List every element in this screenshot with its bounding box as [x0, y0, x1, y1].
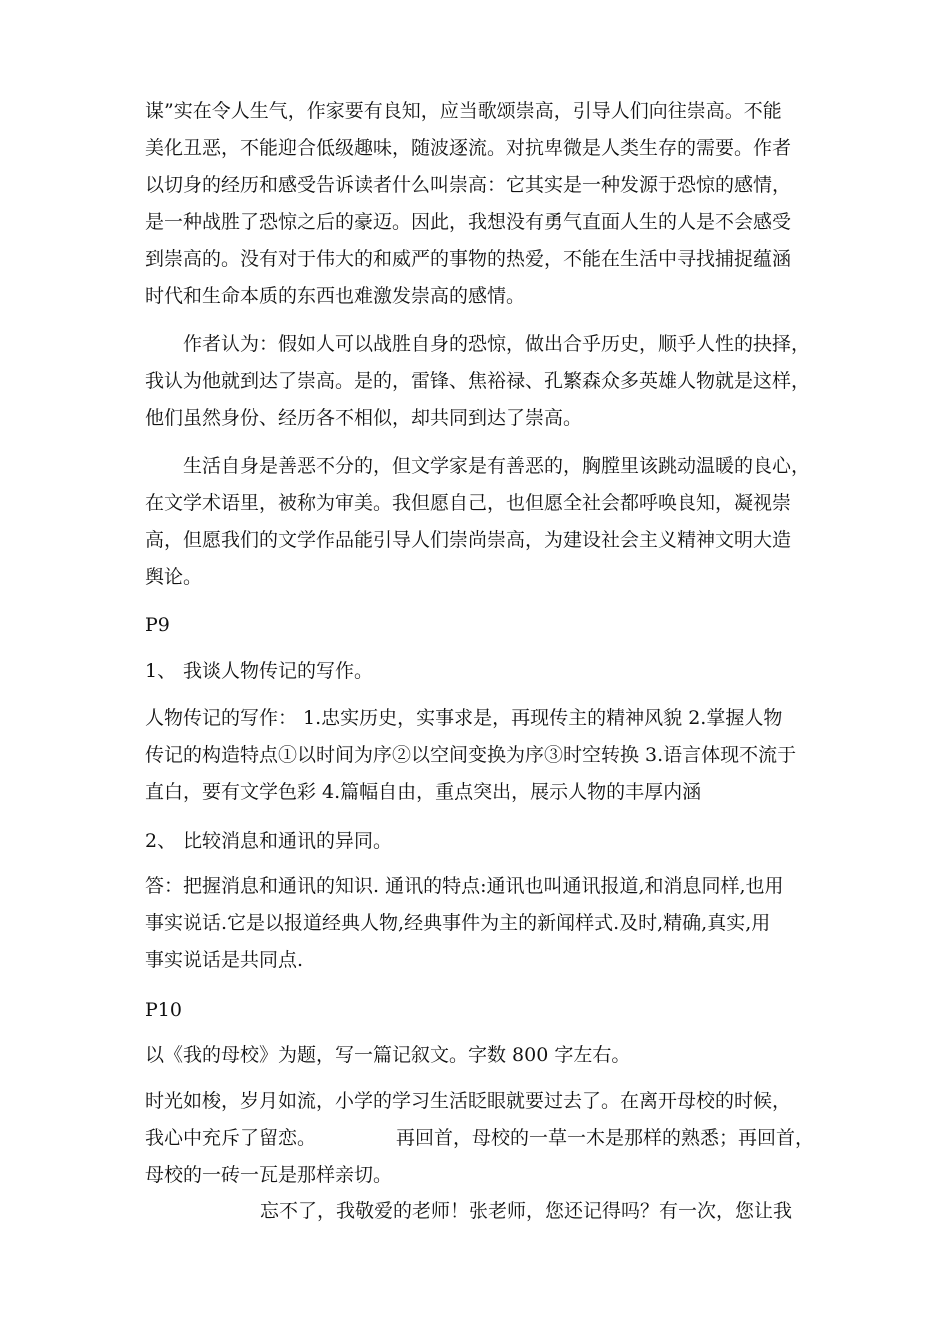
- text-line: 舆论。: [145, 566, 203, 588]
- essay-paragraph-2: [145, 1193, 810, 1230]
- page-label: P10: [145, 999, 182, 1021]
- text-line: 时代和生命本质的东西也难激发崇高的感情。: [145, 285, 526, 307]
- paragraph-author-view: [145, 326, 810, 437]
- question-1: [145, 653, 810, 690]
- essay-paragraph-1: [145, 1083, 815, 1194]
- text-line: 时光如梭，岁月如流，小学的学习生活眨眼就要过去了。在离开母校的时候，: [145, 1090, 792, 1112]
- text-line: 忘不了，我敬爱的老师！张老师，您还记得吗？有一次，您让我: [260, 1200, 793, 1222]
- answer-1: [145, 700, 810, 811]
- paragraph-literature-conscience: [145, 448, 810, 596]
- task-text: 以《我的母校》为题，写一篇记叙文。字数 800 字左右。: [145, 1044, 631, 1066]
- text-line: 生活自身是善恶不分的，但文学家是有善恶的，胸膛里该跳动温暖的良心，: [183, 455, 811, 477]
- question-line: [145, 653, 810, 690]
- question-number: 2、: [145, 830, 177, 852]
- page-label-p10: [145, 992, 810, 1029]
- text-line: 以切身的经历和感受告诉读者什么叫崇高：它其实是一种发源于恐惊的感情，: [145, 174, 792, 196]
- writing-task: [145, 1037, 810, 1074]
- text-line: 作者认为：假如人可以战胜自身的恐惊，做出合乎历史，顺乎人性的抉择，: [183, 333, 811, 355]
- page-label-p9: [145, 607, 810, 644]
- text-line: 我认为他就到达了崇高。是的，雷锋、焦裕禄、孔繁森众多英雄人物就是这样，: [145, 370, 811, 392]
- question-2: [145, 823, 810, 860]
- text-line: 高，但愿我们的文学作品能引导人们崇尚崇高，为建设社会主义精神文明大造: [145, 529, 792, 551]
- paragraph-sublime-definition: [145, 93, 810, 315]
- text-line: 在文学术语里，被称为审美。我但愿自己，也但愿全社会都呼唤良知，凝视崇: [145, 492, 792, 514]
- text-line: 谋”实在令人生气，作家要有良知，应当歌颂崇高，引导人们向往崇高。不能: [145, 100, 782, 122]
- text-line: 直白，要有文学色彩 4.篇幅自由，重点突出，展示人物的丰厚内涵: [145, 781, 702, 803]
- text-line: 他们虽然身份、经历各不相似，却共同到达了崇高。: [145, 407, 583, 429]
- question-line: [145, 823, 810, 860]
- answer-2: [145, 868, 810, 979]
- question-text: 我谈人物传记的写作。: [183, 660, 374, 682]
- text-line: 传记的构造特点①以时间为序②以空间变换为序③时空转换 3.语言体现不流于: [145, 744, 797, 766]
- text-line: 答：把握消息和通讯的知识. 通讯的特点:通讯也叫通讯报道,和消息同样,也用: [145, 875, 784, 897]
- question-text: 比较消息和通讯的异同。: [183, 830, 393, 852]
- text-line: 事实说话.它是以报道经典人物,经典事件为主的新闻样式.及时,精确,真实,用: [145, 912, 771, 934]
- text-line: 美化丑恶，不能迎合低级趣味，随波逐流。对抗卑微是人类生存的需要。作者: [145, 137, 792, 159]
- text-line: 母校的一砖一瓦是那样亲切。: [145, 1164, 393, 1186]
- question-number: 1、: [145, 660, 177, 682]
- text-fragment: 再回首，母校的一草一木是那样的熟悉；再回首，: [396, 1127, 815, 1149]
- page-label: P9: [145, 614, 170, 636]
- text-line: 事实说话是共同点.: [145, 949, 304, 971]
- text-line: [145, 1120, 815, 1157]
- text-line: 到崇高的。没有对于伟大的和威严的事物的热爱，不能在生活中寻找捕捉蕴涵: [145, 248, 792, 270]
- text-line: 人物传记的写作： 1.忠实历史，实事求是，再现传主的精神风貌 2.掌握人物: [145, 707, 783, 729]
- text-line: 是一种战胜了恐惊之后的豪迈。因此，我想没有勇气直面人生的人是不会感受: [145, 211, 792, 233]
- text-fragment: 我心中充斥了留恋。: [145, 1127, 317, 1149]
